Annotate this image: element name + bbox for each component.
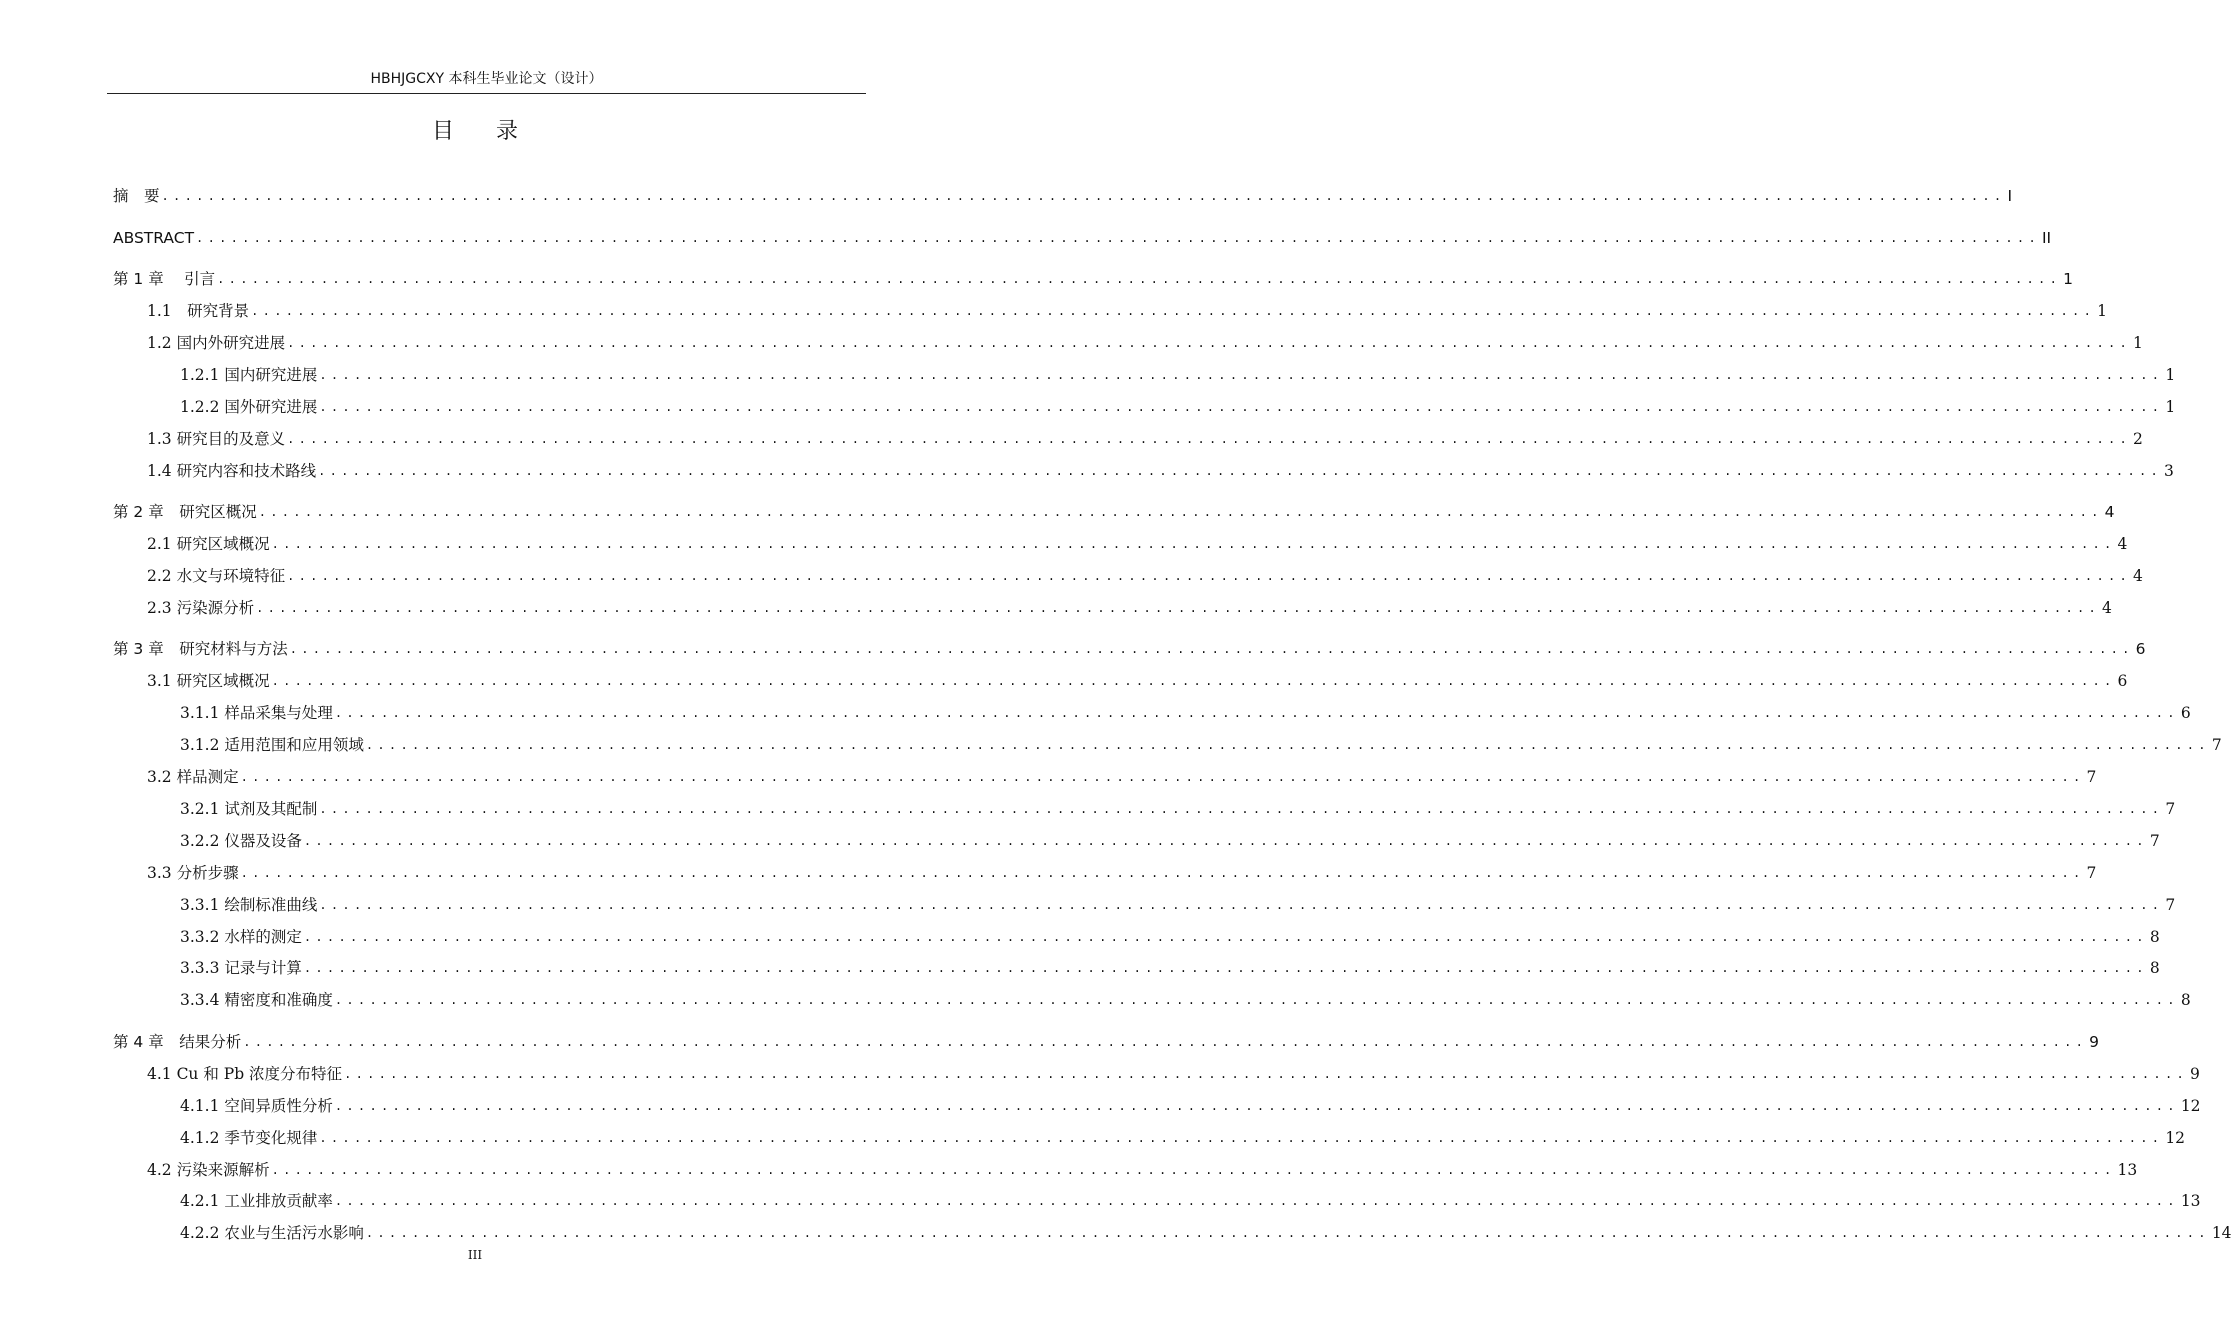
toc-entry-page: 13 <box>2180 1192 2201 1210</box>
toc-entry[interactable] <box>147 329 2143 353</box>
toc-entry-page: 4 <box>2104 503 2115 521</box>
toc-dot-leader: ................................................................................................................................................................ <box>243 1035 2088 1049</box>
toc-dot-leader: ................................................................................................................................................................ <box>240 770 2085 784</box>
toc-entry-label: 4.1.1 空间异质性分析 <box>180 1097 333 1115</box>
toc-entry-page: 7 <box>2086 768 2097 786</box>
toc-entry-label: 2.3 污染源分析 <box>147 599 255 617</box>
toc-entry[interactable] <box>180 986 2191 1010</box>
toc-entry[interactable] <box>147 667 2128 691</box>
toc-entry[interactable] <box>180 1092 2201 1116</box>
toc-entry[interactable] <box>180 393 2176 417</box>
toc-entry[interactable] <box>180 954 2160 978</box>
toc-dot-leader: ................................................................................................................................................................ <box>334 1099 2179 1113</box>
page-number: III <box>467 1248 483 1262</box>
toc-entry-page: 1 <box>2097 302 2107 320</box>
toc-dot-leader: ................................................................................................................................................................ <box>251 304 2096 318</box>
toc-entry-page: 4 <box>2102 599 2112 617</box>
toc-entry-label: 3.3.1 绘制标准曲线 <box>180 896 318 914</box>
toc-dot-leader: ................................................................................................................................................................ <box>319 1131 2164 1145</box>
toc-entry-label: 4.2 污染来源解析 <box>147 1161 270 1179</box>
toc-entry-label: 3.3.3 记录与计算 <box>180 959 302 977</box>
toc-entry-page: 7 <box>2086 864 2097 882</box>
toc-entry-page: 8 <box>2180 991 2191 1009</box>
toc-dot-leader: ................................................................................................................................................................ <box>303 834 2148 848</box>
page-header: HBHJGCXY 本科生毕业论文（设计） <box>107 68 866 94</box>
toc-dot-leader: ................................................................................................................................................................ <box>365 1226 2210 1240</box>
toc-entry-page: 6 <box>2180 704 2191 722</box>
toc-entry[interactable] <box>113 635 2146 659</box>
toc-entry-label: 3.2 样品测定 <box>147 768 239 786</box>
toc-entry-page: 6 <box>2135 640 2146 658</box>
toc-dot-leader: ................................................................................................................................................................ <box>334 993 2179 1007</box>
toc-entry-label: 4.2.2 农业与生活污水影响 <box>180 1224 364 1242</box>
toc-entry-page: 6 <box>2117 672 2128 690</box>
toc-entry[interactable] <box>180 731 2222 755</box>
toc-entry-page: 12 <box>2165 1129 2186 1147</box>
toc-entry[interactable] <box>113 182 2013 206</box>
toc-entry[interactable] <box>147 530 2128 554</box>
toc-entry[interactable] <box>180 1187 2201 1211</box>
toc-dot-leader: ................................................................................................................................................................ <box>303 961 2148 975</box>
toc-entry[interactable] <box>180 923 2160 947</box>
toc-dot-leader: ................................................................................................................................................................ <box>271 537 2116 551</box>
toc-entry-label: ABSTRACT <box>113 229 195 247</box>
toc-entry[interactable] <box>147 1156 2138 1180</box>
toc-entry-label: 3.2.1 试剂及其配制 <box>180 800 318 818</box>
toc-entry-label: 3.3.2 水样的测定 <box>180 928 302 946</box>
toc-dot-leader: ................................................................................................................................................................ <box>344 1067 2188 1081</box>
toc-dot-leader: ................................................................................................................................................................ <box>318 464 2163 478</box>
toc-dot-leader: ................................................................................................................................................................ <box>319 368 2164 382</box>
toc-entry-label: 4.1.2 季节变化规律 <box>180 1129 318 1147</box>
toc-dot-leader: ................................................................................................................................................................ <box>271 1163 2116 1177</box>
toc-entry[interactable] <box>147 859 2097 883</box>
toc-entry-page: 1 <box>2165 366 2176 384</box>
toc-entry-page: 13 <box>2117 1161 2138 1179</box>
toc-entry-label: 第 4 章 结果分析 <box>113 1033 242 1051</box>
toc-entry-page: 7 <box>2165 896 2176 914</box>
toc-entry-label: 4.2.1 工业排放贡献率 <box>180 1192 333 1210</box>
toc-entry-page: 4 <box>2117 535 2128 553</box>
toc-dot-leader: ................................................................................................................................................................ <box>334 706 2179 720</box>
toc-entry[interactable] <box>180 1219 2232 1243</box>
toc-entry-label: 第 3 章 研究材料与方法 <box>113 640 288 658</box>
toc-entry[interactable] <box>180 699 2191 723</box>
toc-entry[interactable] <box>147 562 2143 586</box>
toc-entry[interactable] <box>147 763 2097 787</box>
toc-entry-page: II <box>2041 229 2052 247</box>
toc-entry[interactable] <box>180 361 2176 385</box>
toc-entry-label: 3.2.2 仪器及设备 <box>180 832 302 850</box>
toc-entry-label: 3.1.1 样品采集与处理 <box>180 704 333 722</box>
toc-entry-page: 14 <box>2211 1224 2232 1242</box>
toc-dot-leader: ................................................................................................................................................................ <box>287 569 2132 583</box>
toc-dot-leader: ................................................................................................................................................................ <box>217 272 2062 286</box>
toc-entry-label: 3.3 分析步骤 <box>147 864 239 882</box>
toc-entry-label: 2.1 研究区域概况 <box>147 535 270 553</box>
toc-dot-leader: ................................................................................................................................................................ <box>287 336 2132 350</box>
toc-entry-page: 1 <box>2063 270 2073 288</box>
toc-entry[interactable] <box>147 1060 2200 1084</box>
toc-dot-leader: ................................................................................................................................................................ <box>161 189 2006 203</box>
toc-entry-label: 3.3.4 精密度和准确度 <box>180 991 333 1009</box>
toc-entry[interactable] <box>180 1124 2186 1148</box>
toc-entry[interactable] <box>180 891 2176 915</box>
toc-entry-page: 8 <box>2149 928 2160 946</box>
toc-dot-leader: ................................................................................................................................................................ <box>334 1194 2179 1208</box>
toc-entry-page: 7 <box>2165 800 2176 818</box>
toc-entry[interactable] <box>180 795 2176 819</box>
toc-entry-page: 12 <box>2180 1097 2201 1115</box>
toc-entry-label: 1.3 研究目的及意义 <box>147 430 286 448</box>
toc-dot-leader: ................................................................................................................................................................ <box>319 802 2164 816</box>
toc-entry[interactable] <box>113 265 2073 289</box>
toc-title: 目录 <box>431 119 560 144</box>
toc-dot-leader: ................................................................................................................................................................ <box>258 505 2103 519</box>
toc-dot-leader: ................................................................................................................................................................ <box>319 898 2164 912</box>
toc-dot-leader: ................................................................................................................................................................ <box>196 231 2040 245</box>
toc-entry-label: 第 2 章 研究区概况 <box>113 503 257 521</box>
toc-entry-label: 3.1.2 适用范围和应用领域 <box>180 736 364 754</box>
toc-entry-page: I <box>2007 187 2013 205</box>
toc-entry-label: 1.4 研究内容和技术路线 <box>147 462 317 480</box>
toc-dot-leader: ................................................................................................................................................................ <box>240 866 2085 880</box>
toc-dot-leader: ................................................................................................................................................................ <box>271 674 2116 688</box>
toc-entry[interactable] <box>147 425 2143 449</box>
toc-entry-label: 第 1 章 引言 <box>113 270 216 288</box>
toc-entry-page: 9 <box>2089 1033 2100 1051</box>
toc-entry-page: 8 <box>2149 959 2160 977</box>
toc-entry-label: 1.2.1 国内研究进展 <box>180 366 318 384</box>
toc-entry-label: 1.1 研究背景 <box>147 302 250 320</box>
toc-dot-leader: ................................................................................................................................................................ <box>303 930 2148 944</box>
toc-entry-label: 4.1 Cu 和 Pb 浓度分布特征 <box>147 1065 343 1083</box>
toc-entry-page: 7 <box>2149 832 2160 850</box>
toc-entry-page: 7 <box>2211 736 2222 754</box>
toc-dot-leader: ................................................................................................................................................................ <box>289 642 2134 656</box>
toc-entry-page: 3 <box>2164 462 2174 480</box>
toc-entry-label: 1.2.2 国外研究进展 <box>180 398 318 416</box>
toc-dot-leader: ................................................................................................................................................................ <box>256 601 2101 615</box>
toc-entry-label: 2.2 水文与环境特征 <box>147 567 286 585</box>
toc-entry-label: 1.2 国内外研究进展 <box>147 334 286 352</box>
toc-entry[interactable] <box>180 827 2160 851</box>
toc-entry-page: 1 <box>2133 334 2143 352</box>
toc-dot-leader: ................................................................................................................................................................ <box>319 400 2164 414</box>
toc-entry[interactable] <box>113 224 2052 248</box>
toc-entry[interactable] <box>147 594 2112 618</box>
toc-entry-page: 9 <box>2190 1065 2200 1083</box>
toc-dot-leader: ................................................................................................................................................................ <box>365 738 2210 752</box>
toc-dot-leader: ................................................................................................................................................................ <box>287 432 2132 446</box>
toc-entry-label: 摘 要 <box>113 187 160 205</box>
toc-entry-page: 2 <box>2133 430 2143 448</box>
toc-entry[interactable] <box>147 457 2174 481</box>
toc-entry[interactable] <box>113 498 2115 522</box>
toc-entry-page: 1 <box>2165 398 2176 416</box>
toc-entry-page: 4 <box>2133 567 2143 585</box>
toc-entry[interactable] <box>113 1028 2100 1052</box>
toc-entry-label: 3.1 研究区域概况 <box>147 672 270 690</box>
toc-entry[interactable] <box>147 297 2107 321</box>
